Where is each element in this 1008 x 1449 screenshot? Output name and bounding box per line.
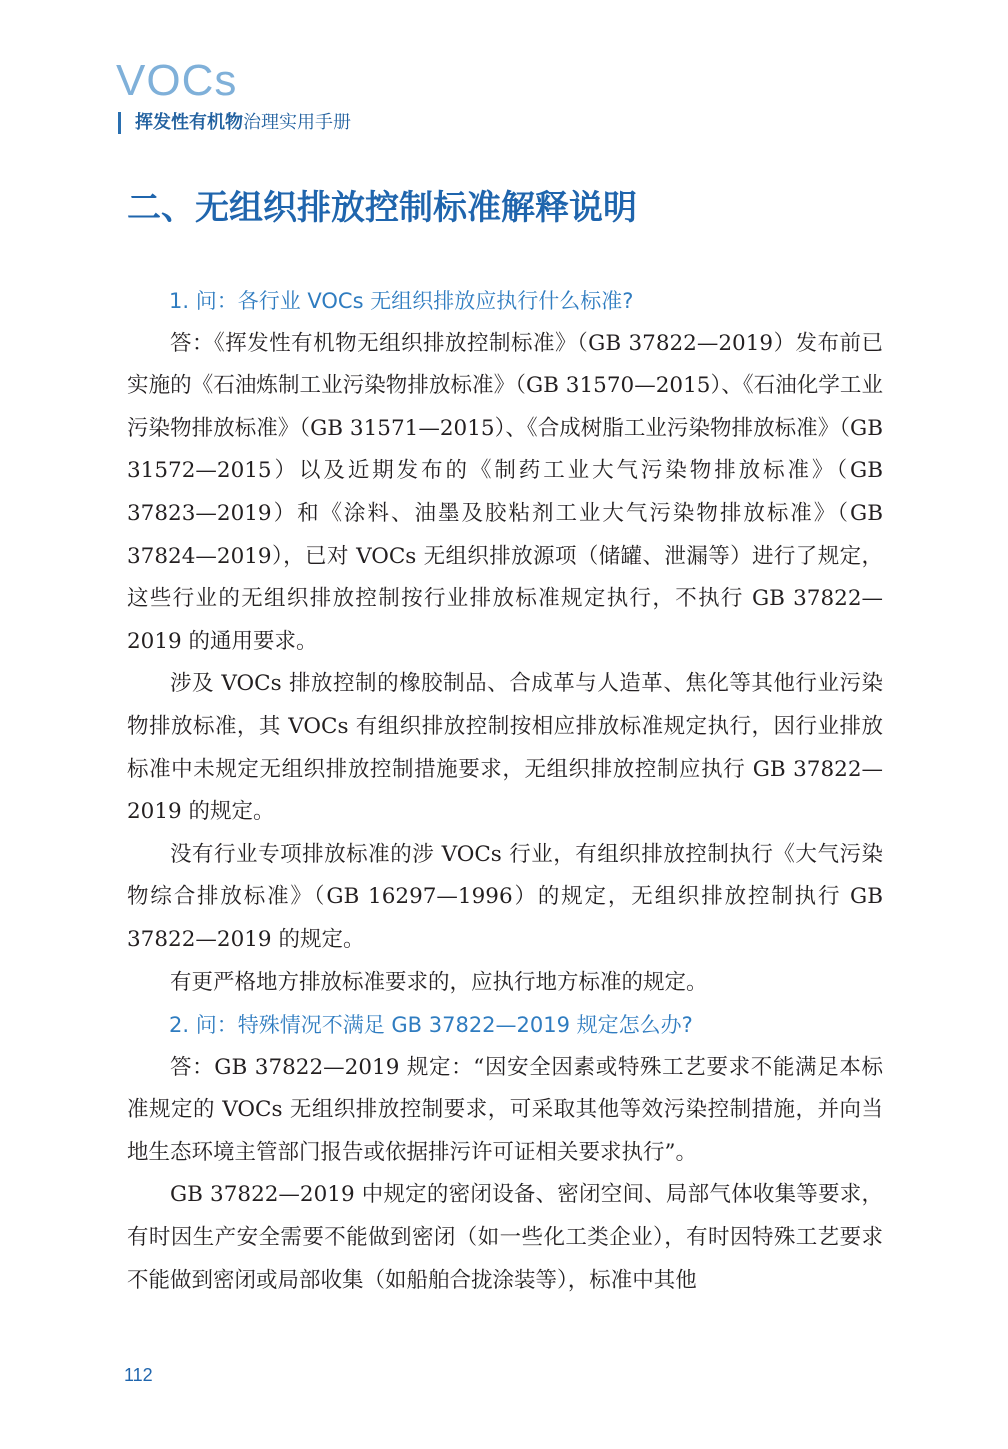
page-number: 112 xyxy=(124,1365,153,1385)
question-1: 1. 问：各行业 VOCs 无组织排放应执行什么标准? xyxy=(169,289,634,313)
header-logo-text: VOCs xyxy=(116,56,238,105)
answer-2-paragraph-2: GB 37822—2019 中规定的密闭设备、密闭空间、局部气体收集等要求，有时因生产安全需要不能做到密闭（如一些化工类企业），有时因特殊工艺要求不能做到密闭或局部收集（如船舶合拢涂装等），标准中其他 xyxy=(127,1182,883,1293)
answer-2-paragraph-1: 答：GB 37822—2019 规定：“因安全因素或特殊工艺要求不能满足本标准规定的 VOCs 无组织排放控制要求，可采取其他等效污染控制措施，并向当地生态环境主管部门报告或依据排污许可证相关要求执行”。 xyxy=(127,1054,883,1165)
header-subtitle-light: 治理实用手册 xyxy=(243,112,351,133)
header-divider-bar xyxy=(118,112,121,134)
answer-1-paragraph-1: 答：《挥发性有机物无组织排放控制标准》（GB 37822—2019）发布前已实施的《石油炼制工业污染物排放标准》（GB 31570—2015）、《石油化学工业污染物排放标准》（GB 31571—2015）、《合成树脂工业污染物排放标准》（GB 31572—2015）以及近期发布的《制药工业大气污染物排放标准》（GB 37823—2019）和《涂料、油墨及胶粘剂工业大气污染物排放标准》（GB 37824—2019），已对 VOCs 无组织排放源项（储罐、泄漏等）进行了规定，这些行业的无组织排放控制按行业排放标准规定执行，不执行 GB 37822—2019 的通用要求。 xyxy=(127,330,883,654)
question-2: 2. 问：特殊情况不满足 GB 37822—2019 规定怎么办? xyxy=(169,1013,693,1038)
answer-1-paragraph-2: 涉及 VOCs 排放控制的橡胶制品、合成革与人造革、焦化等其他行业污染物排放标准，其 VOCs 有组织排放控制按相应排放标准规定执行，因行业排放标准中未规定无组织排放控制措施要求，无组织排放控制应执行 GB 37822—2019 的规定。 xyxy=(127,671,883,825)
header-subtitle-strong: 挥发性有机物 xyxy=(135,112,243,133)
header-subtitle xyxy=(118,110,351,136)
section-title: 二、无组织排放控制标准解释说明 xyxy=(127,188,637,228)
answer-1-paragraph-4: 有更严格地方排放标准要求的，应执行地方标准的规定。 xyxy=(170,969,708,995)
answer-1-paragraph-3: 没有行业专项排放标准的涉 VOCs 行业，有组织排放控制执行《大气污染物综合排放标准》（GB 16297—1996）的规定，无组织排放控制执行 GB 37822—2019 的规定。 xyxy=(127,841,883,952)
body-content xyxy=(127,280,883,1302)
